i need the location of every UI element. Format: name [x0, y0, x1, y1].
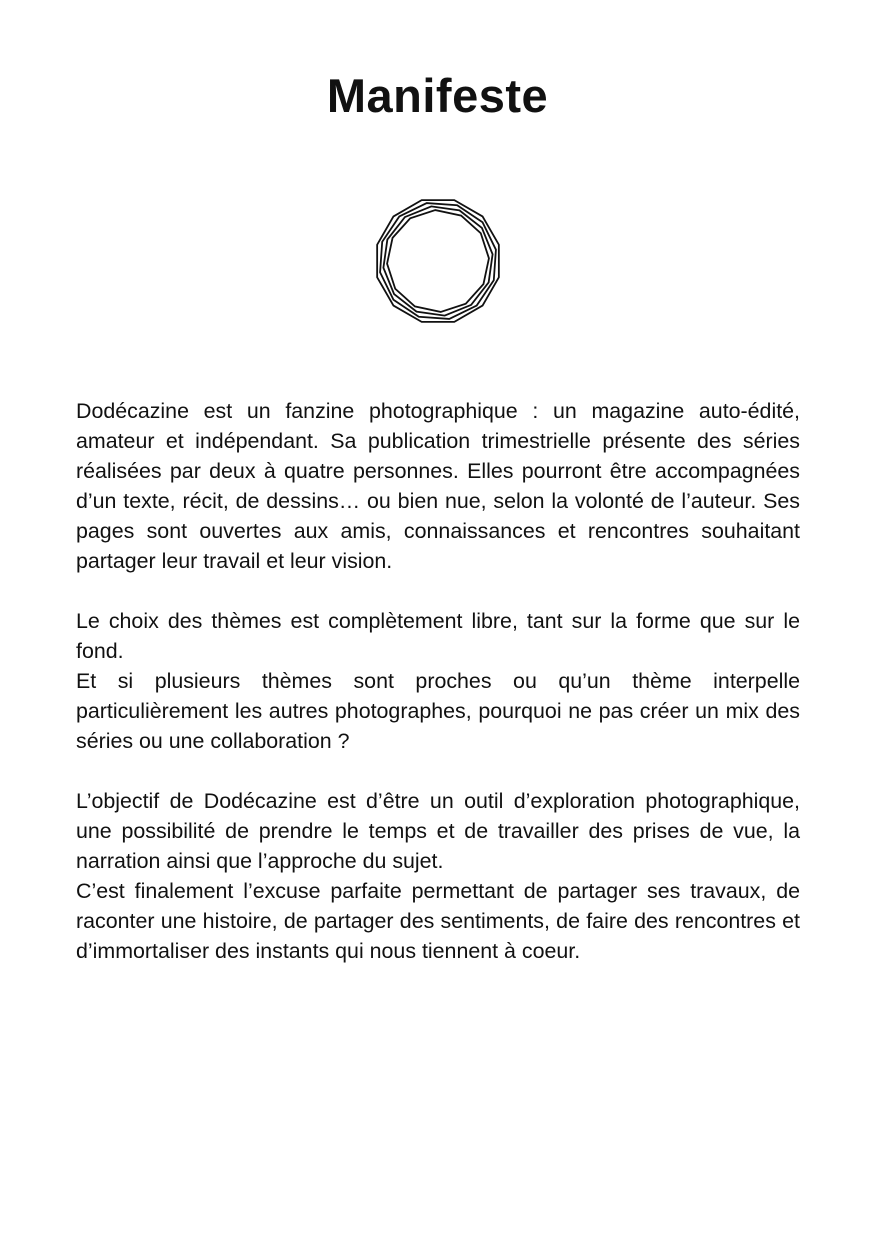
page-title: Manifeste [326, 69, 549, 122]
dodecagon-ring-3 [387, 210, 489, 312]
paragraph-objective: L’objectif de Dodécazine est d’être un outil d’exploration photographique, une possibilité de prendre le temps et de travailler des prises de vue, la narration ainsi que l’approche du sujet. [76, 789, 800, 873]
dodecagon-ring-2 [383, 206, 492, 315]
paragraph-intro: Dodécazine est un fanzine photographique : un magazine auto-édité, amateur et indépendant. Sa publication trimestrielle présente des séries réalisées par deux à quatre personnes. Elles pourront être accompagnées d’un texte, récit, de dessins… ou bien nue, selon la volonté de l’auteur. Ses pages sont ouvertes aux amis, connaissances et rencontres souhaitant partager leur travail et leur vision. [76, 399, 800, 573]
paragraph-spacer [76, 756, 800, 786]
dodecagon-logo-icon [374, 197, 502, 325]
paragraph-collaboration: Et si plusieurs thèmes sont proches ou qu’un thème interpelle particulièrement les autres photographes, pourquoi ne pas créer un mix des séries ou une collaboration ? [76, 669, 800, 753]
dodecagon-ring-1 [380, 203, 496, 319]
paragraph-spacer [76, 576, 800, 606]
paragraph-purpose: C’est finalement l’excuse parfaite permettant de partager ses travaux, de raconter une histoire, de partager des sentiments, de faire des rencontres et d’immortaliser des instants qui nous tiennent à coeur. [76, 879, 800, 963]
manifesto-body [76, 396, 800, 966]
paragraph-themes: Le choix des thèmes est complètement libre, tant sur la forme que sur le fond. [76, 609, 800, 663]
dodecagon-ring-0 [377, 200, 499, 322]
